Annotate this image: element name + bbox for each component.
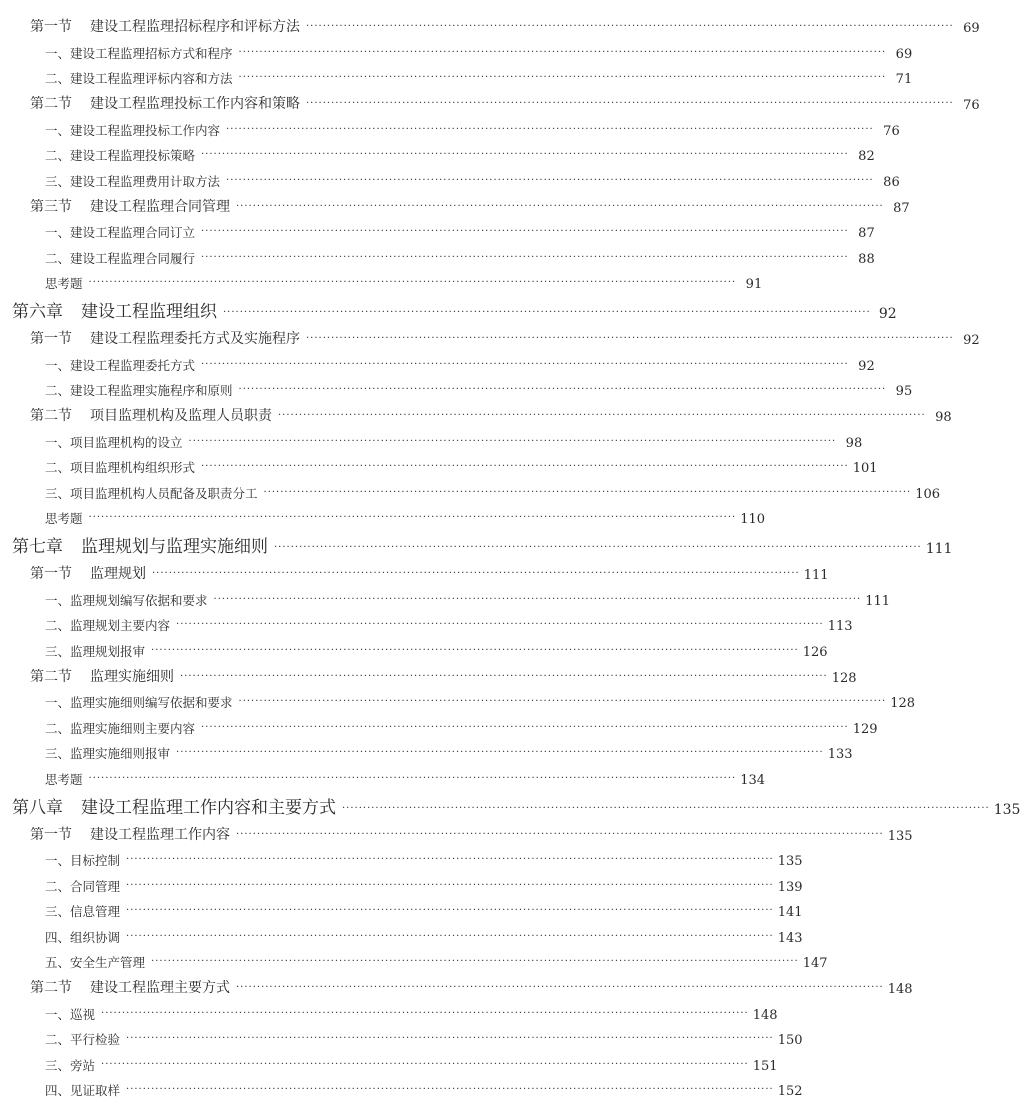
toc-entry-title: 一、建设工程监理合同订立	[45, 225, 195, 240]
toc-entry-page-number: 91	[740, 277, 762, 292]
dot-leader: ···························································································································································	[239, 73, 887, 87]
toc-entry-label	[12, 793, 336, 818]
dot-leader: ···························································································································································	[236, 830, 884, 844]
toc-entry-page-number: 128	[832, 671, 857, 686]
toc-entry-number: 第二节	[30, 96, 72, 112]
toc-entry-item[interactable]	[0, 1048, 750, 1074]
toc-entry-label	[45, 433, 183, 451]
toc-entry-section[interactable]	[0, 190, 750, 216]
toc-entry-page-number: 98	[930, 410, 952, 425]
toc-entry-title: 一、建设工程监理委托方式	[45, 358, 195, 373]
dot-leader: ···························································································································································	[151, 646, 799, 660]
toc-entry-page-number: 141	[778, 905, 803, 920]
toc-entry-number: 第二节	[30, 669, 72, 685]
toc-entry-title: 建设工程监理投标工作内容和策略	[90, 96, 300, 112]
toc-entry-page-number: 111	[926, 541, 953, 557]
toc-entry-number: 第二节	[30, 408, 72, 424]
toc-entry-page-number: 113	[828, 619, 853, 634]
toc-entry-title: 一、目标控制	[45, 853, 120, 868]
toc-entry-label	[45, 902, 120, 920]
toc-entry-title: 监理实施细则	[90, 669, 174, 685]
toc-entry-label	[30, 563, 146, 583]
toc-entry-page-number: 151	[753, 1059, 778, 1074]
toc-entry-title: 一、监理规划编写依据和要求	[45, 593, 208, 608]
toc-entry-page-number: 152	[778, 1084, 803, 1099]
dot-leader: ···························································································································································	[236, 202, 884, 216]
toc-entry-title: 二、监理规划主要内容	[45, 618, 170, 633]
toc-entry-number: 第一节	[30, 19, 72, 35]
toc-entry-page-number: 71	[890, 72, 912, 87]
dot-leader: ···························································································································································	[223, 308, 871, 322]
toc-entry-label	[45, 223, 195, 241]
toc-entry-page-number: 135	[778, 854, 803, 869]
toc-entry-item[interactable]	[0, 895, 750, 921]
toc-entry-title: 二、监理实施细则主要内容	[45, 721, 195, 736]
toc-entry-page-number: 92	[958, 333, 980, 348]
toc-entry-page-number: 128	[890, 696, 915, 711]
toc-entry-section[interactable]	[0, 87, 750, 113]
dot-leader: ···························································································································································	[152, 569, 800, 583]
toc-entry-title: 一、建设工程监理投标工作内容	[45, 123, 220, 138]
dot-leader: ···························································································································································	[278, 411, 926, 425]
dot-leader: ···························································································································································	[201, 723, 849, 737]
toc-entry-page-number: 92	[875, 306, 897, 322]
dot-leader: ···························································································································································	[176, 748, 824, 762]
toc-entry-page-number: 92	[853, 359, 875, 374]
toc-entry-page-number: 110	[740, 512, 765, 527]
toc-entry-item[interactable]	[0, 425, 750, 451]
toc-entry-page-number: 139	[778, 880, 803, 895]
toc-entry-item[interactable]	[0, 216, 750, 242]
toc-entry-label	[30, 16, 300, 36]
toc-entry-title: 思考题	[45, 276, 83, 291]
toc-entry-label	[45, 616, 170, 634]
toc-entry-title: 建设工程监理工作内容和主要方式	[81, 798, 336, 818]
toc-entry-item[interactable]	[0, 62, 750, 88]
toc-entry-page-number: 82	[853, 149, 875, 164]
toc-entry-title: 思考题	[45, 772, 83, 787]
toc-entry-review[interactable]	[0, 267, 750, 293]
toc-entry-section[interactable]	[0, 971, 750, 997]
toc-entry-label	[45, 121, 220, 139]
toc-entry-item[interactable]	[0, 686, 750, 712]
toc-entry-title: 建设工程监理组织	[81, 302, 217, 322]
toc-entry-title: 监理规划与监理实施细则	[81, 537, 268, 557]
toc-entry-label	[45, 953, 145, 971]
dot-leader: ···························································································································································	[239, 697, 887, 711]
toc-entry-label	[45, 851, 120, 869]
toc-entry-number: 第八章	[12, 798, 63, 818]
toc-entry-title: 二、建设工程监理评标内容和方法	[45, 71, 233, 86]
toc-entry-item[interactable]	[0, 241, 750, 267]
dot-leader: ···························································································································································	[226, 125, 874, 139]
toc-entry-title: 监理规划	[90, 566, 146, 582]
dot-leader: ···························································································································································	[126, 1034, 774, 1048]
toc-entry-item[interactable]	[0, 164, 750, 190]
toc-entry-item[interactable]	[0, 1023, 750, 1049]
toc-entry-page-number: 106	[915, 487, 940, 502]
toc-entry-title: 五、安全生产管理	[45, 955, 145, 970]
toc-entry-page-number: 147	[803, 956, 828, 971]
dot-leader: ···························································································································································	[89, 278, 737, 292]
toc-entry-label	[45, 44, 233, 62]
toc-entry-item[interactable]	[0, 711, 750, 737]
toc-entry-label	[45, 484, 258, 502]
dot-leader: ···························································································································································	[101, 1060, 749, 1074]
toc-entry-review[interactable]	[0, 762, 750, 788]
toc-entry-page-number: 111	[804, 568, 829, 583]
toc-entry-title: 三、旁站	[45, 1058, 95, 1073]
toc-entry-label	[12, 297, 217, 322]
toc-entry-label	[45, 458, 195, 476]
toc-entry-title: 二、建设工程监理实施程序和原则	[45, 383, 233, 398]
toc-entry-label	[30, 666, 174, 686]
toc-entry-page-number: 86	[878, 175, 900, 190]
toc-entry-item[interactable]	[0, 1074, 750, 1099]
toc-entry-label	[45, 928, 120, 946]
toc-entry-item[interactable]	[0, 920, 750, 946]
toc-entry-number: 第三节	[30, 199, 72, 215]
toc-entry-number: 第二节	[30, 980, 72, 996]
dot-leader: ···························································································································································	[180, 672, 828, 686]
toc-entry-chapter[interactable]	[0, 527, 750, 557]
toc-entry-title: 二、平行检验	[45, 1032, 120, 1047]
toc-entry-page-number: 101	[853, 461, 878, 476]
toc-entry-label	[45, 1056, 95, 1074]
toc-entry-title: 三、建设工程监理费用计取方法	[45, 174, 220, 189]
toc-entry-label	[30, 328, 300, 348]
toc-entry-page-number: 143	[778, 931, 803, 946]
toc-entry-page-number: 76	[958, 98, 980, 113]
toc-entry-item[interactable]	[0, 946, 750, 972]
toc-entry-label	[45, 770, 83, 788]
dot-leader: ···························································································································································	[226, 176, 874, 190]
toc-entry-title: 项目监理机构及监理人员职责	[90, 408, 272, 424]
toc-entry-label	[30, 93, 300, 113]
toc-entry-page-number: 129	[853, 722, 878, 737]
toc-entry-page-number: 126	[803, 645, 828, 660]
toc-entry-label	[12, 532, 268, 557]
toc-entry-title: 二、建设工程监理投标策略	[45, 148, 195, 163]
toc-entry-label	[45, 381, 233, 399]
toc-entry-title: 思考题	[45, 511, 83, 526]
toc-entry-number: 第七章	[12, 537, 63, 557]
dot-leader: ···························································································································································	[126, 906, 774, 920]
toc-entry-label	[45, 69, 233, 87]
toc-entry-title: 二、合同管理	[45, 879, 120, 894]
toc-entry-review[interactable]	[0, 502, 750, 528]
dot-leader: ···························································································································································	[201, 227, 849, 241]
toc-entry-label	[30, 405, 272, 425]
dot-leader: ···························································································································································	[201, 360, 849, 374]
toc-entry-label	[45, 274, 83, 292]
toc-entry-item[interactable]	[0, 476, 750, 502]
toc-entry-section[interactable]	[0, 399, 750, 425]
toc-entry-title: 建设工程监理合同管理	[90, 199, 230, 215]
toc-entry-section[interactable]	[0, 322, 750, 348]
toc-entry-page-number: 88	[853, 252, 875, 267]
toc-entry-title: 四、见证取样	[45, 1083, 120, 1098]
dot-leader: ···························································································································································	[101, 1009, 749, 1023]
dot-leader: ···························································································································································	[306, 99, 954, 113]
toc-entry-number: 第六章	[12, 302, 63, 322]
dot-leader: ···························································································································································	[201, 150, 849, 164]
toc-entry-title: 二、建设工程监理合同履行	[45, 251, 195, 266]
toc-entry-page-number: 69	[958, 21, 980, 36]
toc-entry-item[interactable]	[0, 348, 750, 374]
dot-leader: ···························································································································································	[274, 543, 922, 557]
dot-leader: ···························································································································································	[239, 48, 887, 62]
toc-entry-page-number: 134	[740, 773, 765, 788]
toc-entry-item[interactable]	[0, 737, 750, 763]
toc-entry-label	[45, 744, 170, 762]
dot-leader: ···························································································································································	[126, 881, 774, 895]
toc-entry-label	[30, 977, 230, 997]
toc-entry-title: 三、项目监理机构人员配备及职责分工	[45, 486, 258, 501]
dot-leader: ···························································································································································	[201, 253, 849, 267]
dot-leader: ···························································································································································	[239, 385, 887, 399]
toc-entry-item[interactable]	[0, 583, 750, 609]
toc-entry-page-number: 111	[865, 594, 890, 609]
toc-entry-title: 一、建设工程监理招标方式和程序	[45, 46, 233, 61]
toc-entry-item[interactable]	[0, 844, 750, 870]
toc-entry-label	[45, 509, 83, 527]
toc-entry-page-number: 150	[778, 1033, 803, 1048]
toc-entry-title: 一、项目监理机构的设立	[45, 435, 183, 450]
dot-leader: ···························································································································································	[342, 804, 990, 818]
toc-entry-page-number: 87	[888, 201, 910, 216]
dot-leader: ···························································································································································	[201, 462, 849, 476]
toc-entry-page-number: 98	[840, 436, 862, 451]
toc-entry-page-number: 135	[888, 829, 913, 844]
toc-entry-label	[45, 1030, 120, 1048]
toc-entry-section[interactable]	[0, 660, 750, 686]
toc-entry-page-number: 148	[753, 1008, 778, 1023]
dot-leader: ···························································································································································	[236, 983, 884, 997]
toc-entry-title: 建设工程监理工作内容	[90, 827, 230, 843]
toc-entry-item[interactable]	[0, 609, 750, 635]
toc-entry-title: 三、监理规划报审	[45, 644, 145, 659]
toc-entry-label	[45, 642, 145, 660]
toc-entry-label	[45, 877, 120, 895]
toc-entry-chapter[interactable]	[0, 788, 750, 818]
toc-entry-section[interactable]	[0, 818, 750, 844]
toc-entry-page-number: 148	[888, 982, 913, 997]
toc-entry-chapter[interactable]	[0, 292, 750, 322]
toc-entry-section[interactable]	[0, 557, 750, 583]
toc-entry-item[interactable]	[0, 374, 750, 400]
dot-leader: ···························································································································································	[126, 1085, 774, 1099]
toc-entry-label	[45, 146, 195, 164]
dot-leader: ···························································································································································	[214, 595, 862, 609]
toc-entry-number: 第一节	[30, 331, 72, 347]
toc-entry-section[interactable]	[0, 10, 750, 36]
dot-leader: ···························································································································································	[151, 957, 799, 971]
toc-entry-item[interactable]	[0, 36, 750, 62]
dot-leader: ···························································································································································	[189, 437, 837, 451]
toc-entry-label	[45, 356, 195, 374]
dot-leader: ···························································································································································	[126, 932, 774, 946]
toc-entry-page-number: 87	[853, 226, 875, 241]
dot-leader: ···························································································································································	[306, 22, 954, 36]
toc-entry-label	[30, 196, 230, 216]
dot-leader: ···························································································································································	[89, 774, 737, 788]
toc-entry-label	[45, 719, 195, 737]
toc-entry-page-number: 133	[828, 747, 853, 762]
toc-entry-label	[45, 693, 233, 711]
toc-entry-item[interactable]	[0, 634, 750, 660]
toc-entry-title: 建设工程监理主要方式	[90, 980, 230, 996]
dot-leader: ···························································································································································	[264, 488, 912, 502]
toc-entry-label	[45, 591, 208, 609]
toc-entry-page-number: 135	[994, 802, 1020, 818]
toc-entry-label	[45, 249, 195, 267]
toc-entry-item[interactable]	[0, 113, 750, 139]
dot-leader: ···························································································································································	[306, 334, 954, 348]
dot-leader: ···························································································································································	[126, 855, 774, 869]
toc-entry-label	[45, 172, 220, 190]
toc-entry-title: 二、项目监理机构组织形式	[45, 460, 195, 475]
toc-entry-label	[30, 824, 230, 844]
toc-entry-title: 一、监理实施细则编写依据和要求	[45, 695, 233, 710]
toc-entry-page-number: 95	[890, 384, 912, 399]
toc-entry-item[interactable]	[0, 869, 750, 895]
toc-entry-item[interactable]	[0, 997, 750, 1023]
toc-entry-number: 第一节	[30, 566, 72, 582]
toc-entry-page-number: 69	[890, 47, 912, 62]
toc-entry-item[interactable]	[0, 139, 750, 165]
toc-entry-page-number: 76	[878, 124, 900, 139]
dot-leader: ···························································································································································	[89, 513, 737, 527]
toc-entry-title: 三、信息管理	[45, 904, 120, 919]
dot-leader: ···························································································································································	[176, 620, 824, 634]
toc-entry-label	[45, 1005, 95, 1023]
toc-entry-title: 一、巡视	[45, 1007, 95, 1022]
toc-entry-title: 建设工程监理委托方式及实施程序	[90, 331, 300, 347]
toc-entry-item[interactable]	[0, 451, 750, 477]
toc-entry-title: 三、监理实施细则报审	[45, 746, 170, 761]
toc-entry-number: 第一节	[30, 827, 72, 843]
toc-entry-label	[45, 1081, 120, 1099]
toc-entry-title: 四、组织协调	[45, 930, 120, 945]
toc-entry-title: 建设工程监理招标程序和评标方法	[90, 19, 300, 35]
table-of-contents	[0, 10, 750, 1099]
